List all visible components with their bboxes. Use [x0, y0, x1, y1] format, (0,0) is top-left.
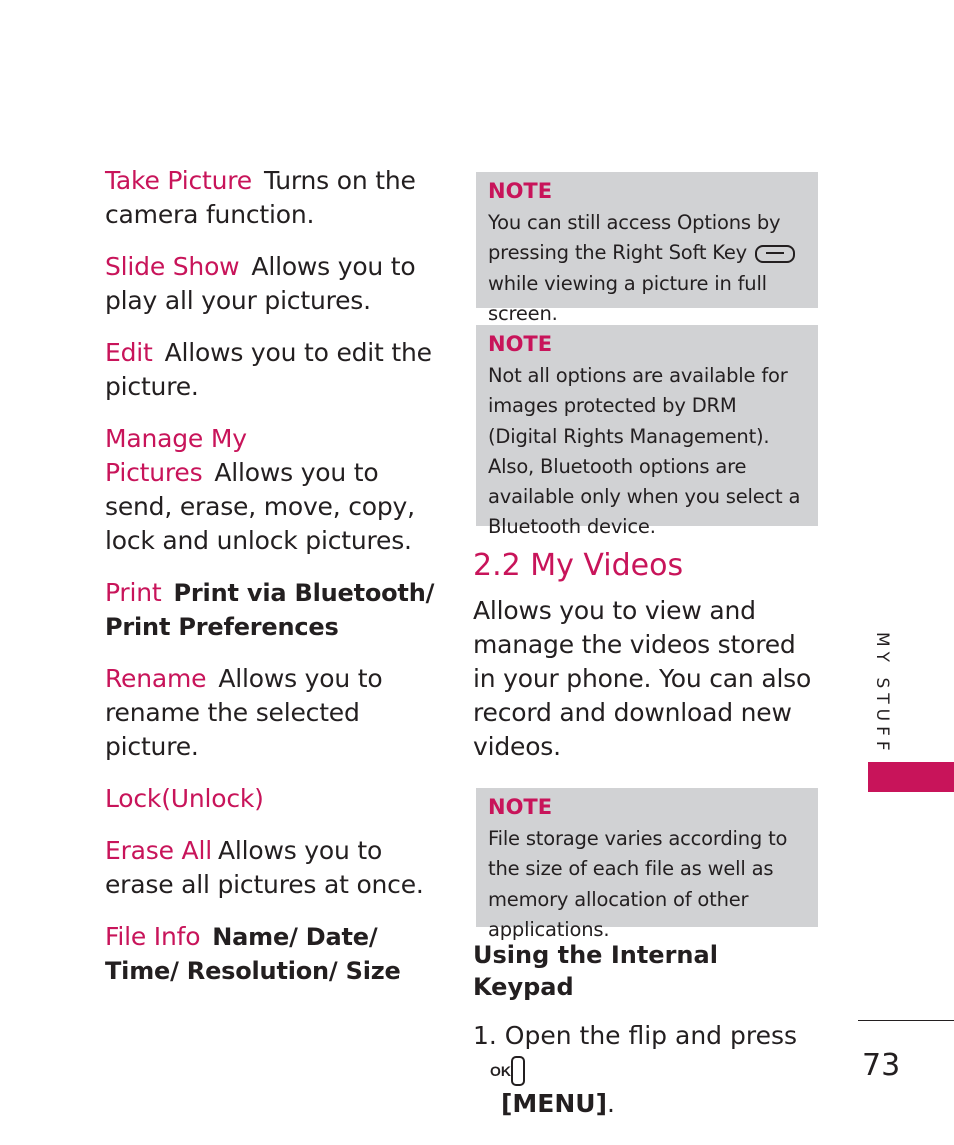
step-1: [473, 1019, 818, 1121]
section-title: 2.2 My Videos: [473, 548, 684, 583]
desc: Turns on the camera function.: [105, 166, 416, 229]
menu-item-take-picture: [105, 164, 435, 232]
term: Take Picture: [105, 166, 252, 195]
note-body: File storage varies according to the size of each file as well as memory allocation of other applications.: [488, 827, 788, 941]
ok-key-icon: OK: [511, 1056, 525, 1086]
note-text: You can still access Options by pressing the Right Soft Key: [488, 211, 781, 265]
term: Slide Show: [105, 252, 240, 281]
note-body: Not all options are available for images protected by DRM (Digital Rights Management). Also, Bluetooth options are available only when you select a Bluetooth device.: [488, 364, 801, 539]
desc: Allows you to play all your pictures.: [105, 252, 416, 315]
right-soft-key-icon: [755, 245, 795, 263]
menu-item-slide-show: [105, 250, 435, 318]
menu-key-label: [MENU]: [501, 1089, 608, 1118]
step-end: .: [607, 1089, 615, 1118]
menu-item-rename: [105, 662, 435, 764]
page-number-rule: [858, 1020, 954, 1021]
term: Print: [105, 578, 162, 607]
note-heading: NOTE: [488, 179, 553, 203]
term: Lock(Unlock): [105, 784, 264, 813]
note-body: [488, 208, 808, 329]
note-box-storage: [476, 788, 818, 941]
term: Manage My Pictures: [105, 424, 247, 487]
menu-item-print: [105, 576, 435, 644]
note-box-drm: [476, 325, 818, 539]
term: File Info: [105, 922, 201, 951]
note-text-end: while viewing a picture in full screen.: [488, 271, 767, 325]
menu-item-manage-my-pictures: [105, 422, 435, 558]
menu-item-erase-all: [105, 834, 435, 902]
left-column: [105, 164, 435, 1006]
menu-item-file-info: [105, 920, 435, 988]
note-heading: NOTE: [488, 332, 553, 356]
desc: Allows you to send, erase, move, copy, lock and unlock pictures.: [105, 458, 415, 555]
desc: Allows you to rename the selected picture.: [105, 664, 383, 761]
term: Erase All: [105, 836, 212, 865]
chapter-side-label: MY STUFF: [872, 632, 892, 756]
menu-item-lock-unlock: [105, 782, 435, 816]
note-heading: NOTE: [488, 795, 553, 819]
desc: Print via Bluetooth/ Print Preferences: [105, 579, 435, 641]
chapter-tab-bar: [868, 762, 954, 792]
step-text: 1. Open the flip and press: [473, 1021, 798, 1050]
right-column: [473, 172, 818, 1121]
subheading-internal-keypad: Using the Internal Keypad: [473, 941, 718, 1001]
section-body: Allows you to view and manage the videos stored in your phone. You can also record and download new videos.: [473, 596, 812, 761]
term: Rename: [105, 664, 207, 693]
note-box-options: [476, 172, 818, 325]
desc: Allows you to edit the picture.: [105, 338, 432, 401]
menu-item-edit: [105, 336, 435, 404]
page-number: 73: [862, 1048, 901, 1083]
term: Edit: [105, 338, 153, 367]
desc: Name/ Date/ Time/ Resolution/ Size: [105, 923, 401, 985]
desc: Allows you to erase all pictures at once.: [105, 836, 424, 899]
